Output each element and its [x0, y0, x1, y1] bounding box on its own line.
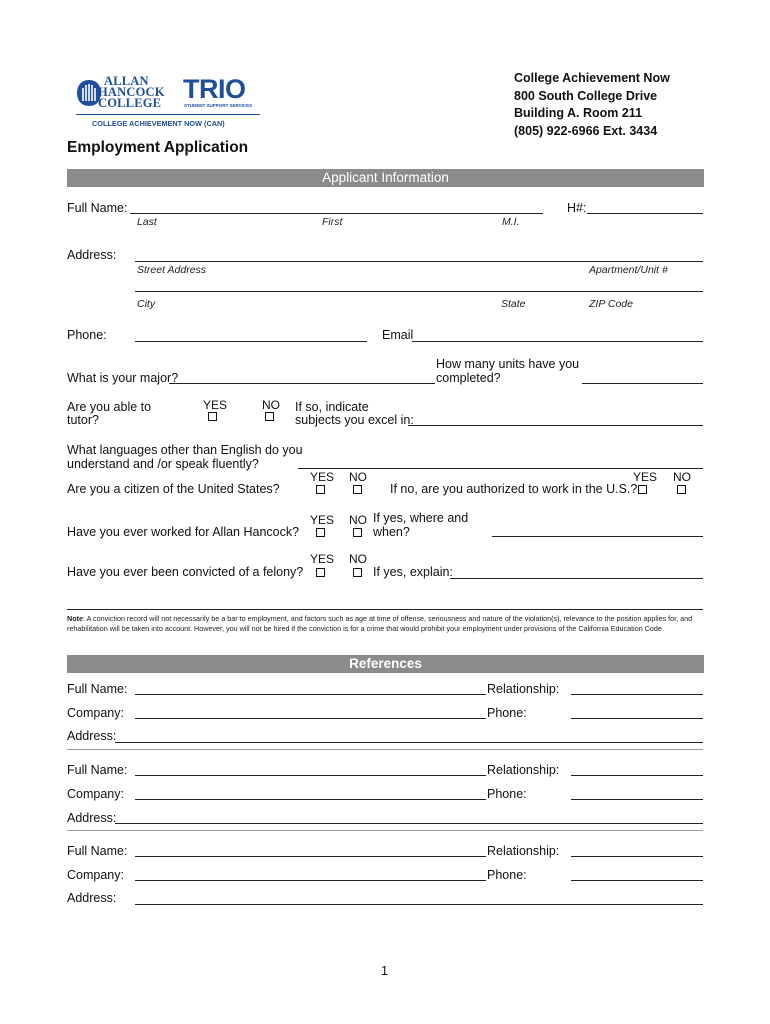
page-number: 1	[381, 964, 388, 978]
ref3-name-label: Full Name:	[67, 844, 128, 858]
subjects-label-2: subjects you excel in:	[295, 413, 414, 427]
mi-caption: M.I.	[502, 216, 520, 228]
ref3-relationship-field[interactable]	[571, 856, 703, 857]
units-label-2: completed?	[436, 371, 501, 385]
college-logo	[76, 76, 261, 132]
languages-label-2: understand and /or speak fluently?	[67, 457, 259, 471]
references-section-header: References	[67, 655, 704, 673]
citizen-label: Are you a citizen of the United States?	[67, 482, 280, 496]
ref1-relationship-field[interactable]	[571, 694, 703, 695]
state-caption: State	[501, 298, 526, 310]
ref3-address-field[interactable]	[135, 904, 703, 905]
address-label: Address:	[67, 248, 117, 262]
apt-caption: Apartment/Unit #	[589, 264, 668, 276]
ref2-relationship-label: Relationship:	[487, 763, 560, 777]
ref2-phone-field[interactable]	[571, 799, 703, 800]
ref2-company-field[interactable]	[135, 799, 486, 800]
ref2-relationship-field[interactable]	[571, 775, 703, 776]
ref-divider	[67, 830, 703, 831]
email-field[interactable]	[412, 341, 703, 342]
street-field[interactable]	[135, 261, 703, 262]
subjects-field[interactable]	[408, 425, 703, 426]
felony-no-label: NO	[349, 552, 367, 566]
ref1-name-field[interactable]	[135, 694, 486, 695]
ref1-phone-field[interactable]	[571, 718, 703, 719]
worked-no-checkbox[interactable]	[353, 528, 362, 537]
conviction-note: Note: A conviction record will not necessarily be a bar to employment, and factors such as age at time of offense, seriousness and nature of the violation(s), relevance to the position applies for, and rehabilitation will be taken into account. However, you will not be hired if the conviction is for a crime that would prohibit your employment under provisions of the California Education Code.	[67, 614, 693, 633]
authorized-yes-checkbox[interactable]	[638, 485, 647, 494]
ref3-phone-label: Phone:	[487, 868, 527, 882]
tutor-label-2: tutor?	[67, 413, 99, 427]
ref2-address-label: Address:	[67, 811, 117, 825]
trio-logo: TRIO	[183, 74, 246, 104]
full-name-field[interactable]	[130, 213, 543, 214]
authorized-yes-label: YES	[633, 470, 658, 484]
phone-field[interactable]	[135, 341, 367, 342]
ref2-address-field[interactable]	[115, 823, 703, 824]
city-field[interactable]	[135, 291, 703, 292]
authorized-label: If no, are you authorized to work in the U.S.?	[390, 482, 638, 496]
tutor-yes-checkbox[interactable]	[208, 412, 217, 421]
units-field[interactable]	[582, 383, 703, 384]
trio-subtitle: STUDENT SUPPORT SERVICES	[184, 103, 253, 108]
ref1-address-label: Address:	[67, 729, 117, 743]
ref1-name-label: Full Name:	[67, 682, 128, 696]
college-name: ALLAN HANCOCK COLLEGE	[98, 74, 165, 110]
contact-address-block: College Achievement Now 800 South College Drive Building A. Room 211 (805) 922-6966 Ext. 3434	[514, 71, 670, 138]
full-name-label: Full Name:	[67, 201, 128, 215]
units-label-1: How many units have you	[436, 357, 580, 371]
city-caption: City	[137, 298, 156, 310]
ref3-phone-field[interactable]	[571, 880, 703, 881]
worked-where-label-2: when?	[373, 525, 410, 539]
ref1-relationship-label: Relationship:	[487, 682, 560, 696]
felony-yes-checkbox[interactable]	[316, 568, 325, 577]
ref1-company-label: Company:	[67, 706, 124, 720]
ref1-phone-label: Phone:	[487, 706, 527, 720]
phone-label: Phone:	[67, 328, 107, 342]
felony-yes-label: YES	[310, 552, 335, 566]
ref3-company-field[interactable]	[135, 880, 486, 881]
ref1-address-field[interactable]	[115, 742, 703, 743]
program-name: COLLEGE ACHIEVEMENT NOW (CAN)	[92, 119, 225, 128]
citizen-yes-checkbox[interactable]	[316, 485, 325, 494]
worked-where-field[interactable]	[492, 536, 703, 537]
ref2-phone-label: Phone:	[487, 787, 527, 801]
applicant-section-header: Applicant Information	[67, 169, 704, 187]
tutor-yes-label: YES	[203, 398, 228, 412]
ref2-company-label: Company:	[67, 787, 124, 801]
explain-field-line-2[interactable]	[67, 609, 703, 610]
ref3-relationship-label: Relationship:	[487, 844, 560, 858]
tutor-no-checkbox[interactable]	[265, 412, 274, 421]
citizen-no-label: NO	[349, 470, 367, 484]
explain-field[interactable]	[450, 578, 703, 579]
tutor-no-label: NO	[262, 398, 280, 412]
last-caption: Last	[137, 216, 157, 228]
ref3-company-label: Company:	[67, 868, 124, 882]
first-caption: First	[322, 216, 343, 228]
ref2-name-label: Full Name:	[67, 763, 128, 777]
felony-no-checkbox[interactable]	[353, 568, 362, 577]
felony-label: Have you ever been convicted of a felony?	[67, 565, 304, 579]
explain-label: If yes, explain:	[373, 565, 453, 579]
worked-where-label-1: If yes, where and	[373, 511, 469, 525]
worked-yes-label: YES	[310, 513, 335, 527]
ref1-company-field[interactable]	[135, 718, 486, 719]
authorized-no-checkbox[interactable]	[677, 485, 686, 494]
street-caption: Street Address	[137, 264, 207, 276]
tutor-label-1: Are you able to	[67, 400, 152, 414]
zip-caption: ZIP Code	[589, 298, 633, 310]
email-label: Email	[382, 328, 414, 342]
ref2-name-field[interactable]	[135, 775, 486, 776]
ref3-address-label: Address:	[67, 891, 117, 905]
worked-yes-checkbox[interactable]	[316, 528, 325, 537]
page-title: Employment Application	[67, 139, 249, 156]
ref-divider	[67, 749, 703, 750]
ref3-name-field[interactable]	[135, 856, 486, 857]
major-label: What is your major?	[67, 371, 179, 385]
languages-label-1: What languages other than English do you	[67, 443, 303, 457]
logo-divider	[76, 114, 260, 115]
citizen-no-checkbox[interactable]	[353, 485, 362, 494]
major-field[interactable]	[169, 383, 435, 384]
languages-field[interactable]	[298, 468, 703, 469]
h-number-field[interactable]	[587, 213, 703, 214]
worked-label: Have you ever worked for Allan Hancock?	[67, 525, 300, 539]
worked-no-label: NO	[349, 513, 367, 527]
h-number-label: H#:	[567, 201, 587, 215]
citizen-yes-label: YES	[310, 470, 335, 484]
subjects-label-1: If so, indicate	[295, 400, 369, 414]
authorized-no-label: NO	[673, 470, 691, 484]
